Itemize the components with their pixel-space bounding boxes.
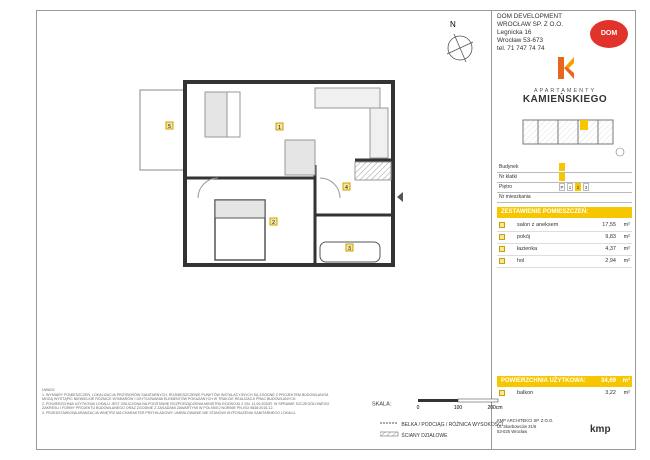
usable-area-bar — [497, 376, 632, 387]
legend-sciany: ŚCIANY DZIAŁOWE — [380, 431, 503, 442]
room-label-4: 4 — [345, 185, 348, 191]
notes: UWAGI: 1. WYMIARY POMIESZCZEŃ, LOKALIZACJA PRZYBORÓW SANITARNYCH, ROZMIESZCZENIE PUNKTÓW INSTALACYJNYCH SĄ ZGODNE Z PROJEKTEM BUDOWLANYM. MOGĄ WYSTĄPIĆ NIEWIELKIE RÓŻNICE WYMIARÓW I USYTUOWANIA ELEMENTÓW POKAZANYCH W TRAKCIE REALIZACJI PRAC BUDOWLANYCH. 2. POWIERZCHNIA UŻYTKOWA LOKALU JEST OBLICZONA NA PODSTAWIE ROZPORZĄDZENIA MINISTRA ROZWOJU Z DN. 11.09.2020R. W SPRAWIE SZCZEGÓŁOWEGO ZAKRESU I FORMY PROJEKTU BUDOWLANEGO ORAZ ZGODNIE Z ZASADAMI ZAWARTYMI W POLSKIEJ NORMIE PN-ISO 9836:2015-12. 3. PRZEDSTAWIONA ARANŻACJA WNĘTRZ MA CHARAKTER PRZYKŁADOWY. UMEBLOWANIE NIE STANOWI WYPOSAŻENIA SANITARNEGO LOKALU. — [42, 388, 330, 415]
sofa-seat — [205, 92, 227, 137]
room-row: salon z aneksem 17,55 m² — [497, 220, 632, 232]
room-label-5: 5 — [168, 124, 171, 130]
svg-text:200cm: 200cm — [487, 405, 503, 411]
key-plan — [518, 108, 628, 158]
dining-table — [285, 140, 315, 175]
kmp-logo: kmp — [590, 424, 611, 435]
kitchen-counter — [315, 88, 380, 108]
rooms-table — [497, 220, 632, 268]
entrance-marker — [397, 192, 403, 202]
info-apartment: Nr mieszkania — [497, 193, 632, 203]
usable-area-unit: m² — [622, 378, 630, 384]
k-logo-icon — [554, 55, 576, 81]
wardrobe — [355, 162, 391, 180]
brand-block — [510, 55, 620, 105]
svg-text:0: 0 — [416, 405, 420, 411]
apartment-info — [497, 163, 632, 203]
scale — [372, 397, 503, 411]
scale-bar — [413, 397, 503, 411]
balcony-area — [140, 90, 185, 170]
brand-line1: APARTAMENTY — [533, 88, 597, 94]
company-name2: WROCŁAW SP. Z O.O. — [497, 21, 564, 28]
room-label-2: 2 — [272, 220, 275, 226]
usable-area-value: 34,69 — [600, 378, 616, 384]
rooms-header: ZESTAWIENIE POMIESZCZEŃ: — [497, 207, 632, 218]
company-city: Wrocław 53-673 — [497, 37, 544, 44]
info-building: Budynek — [497, 163, 632, 173]
architect-info: KMP ARCHITEKCI SP. Z O.O. Ul. Skarbowców 31/6 53-025 Wrocław — [497, 418, 554, 434]
room-row: łazienka 4,37 m² — [497, 244, 632, 256]
dom-logo: DOM — [590, 20, 628, 48]
svg-text:100: 100 — [453, 405, 462, 411]
legend-belka: BELKA / PODCIĄG / RÓŻNICA WYSOKOŚCI — [401, 422, 504, 428]
scale-label: SKALA: — [372, 401, 392, 408]
kitchen-counter-side — [370, 108, 388, 158]
room-label-1: 1 — [278, 125, 281, 131]
legend — [380, 420, 503, 442]
room-row: hol 2,94 m² — [497, 256, 632, 268]
bed-pillows — [215, 200, 265, 218]
usable-area-label: POWIERZCHNIA UŻYTKOWA: — [501, 378, 586, 384]
company-phone: tel. 71 747 74 74 — [497, 45, 545, 52]
floor-plan — [130, 70, 420, 300]
company-info — [497, 13, 563, 53]
balcony-row: balkon 3,22 m² — [497, 388, 632, 399]
company-name: DOM DEVELOPMENT — [497, 13, 562, 20]
info-stair: Nr klatki — [497, 173, 632, 183]
key-plan-apartment — [580, 120, 588, 130]
info-floor: Piętro P 1 2 3 — [497, 183, 632, 193]
compass-north-label: N — [450, 20, 456, 29]
room-label-3: 3 — [348, 246, 351, 252]
brand-line2: KAMIEŃSKIEGO — [522, 94, 608, 105]
compass — [440, 18, 480, 68]
room-row: pokój 9,83 m² — [497, 232, 632, 244]
company-street: Legnicka 16 — [497, 29, 532, 36]
sheet-divider — [491, 10, 492, 450]
